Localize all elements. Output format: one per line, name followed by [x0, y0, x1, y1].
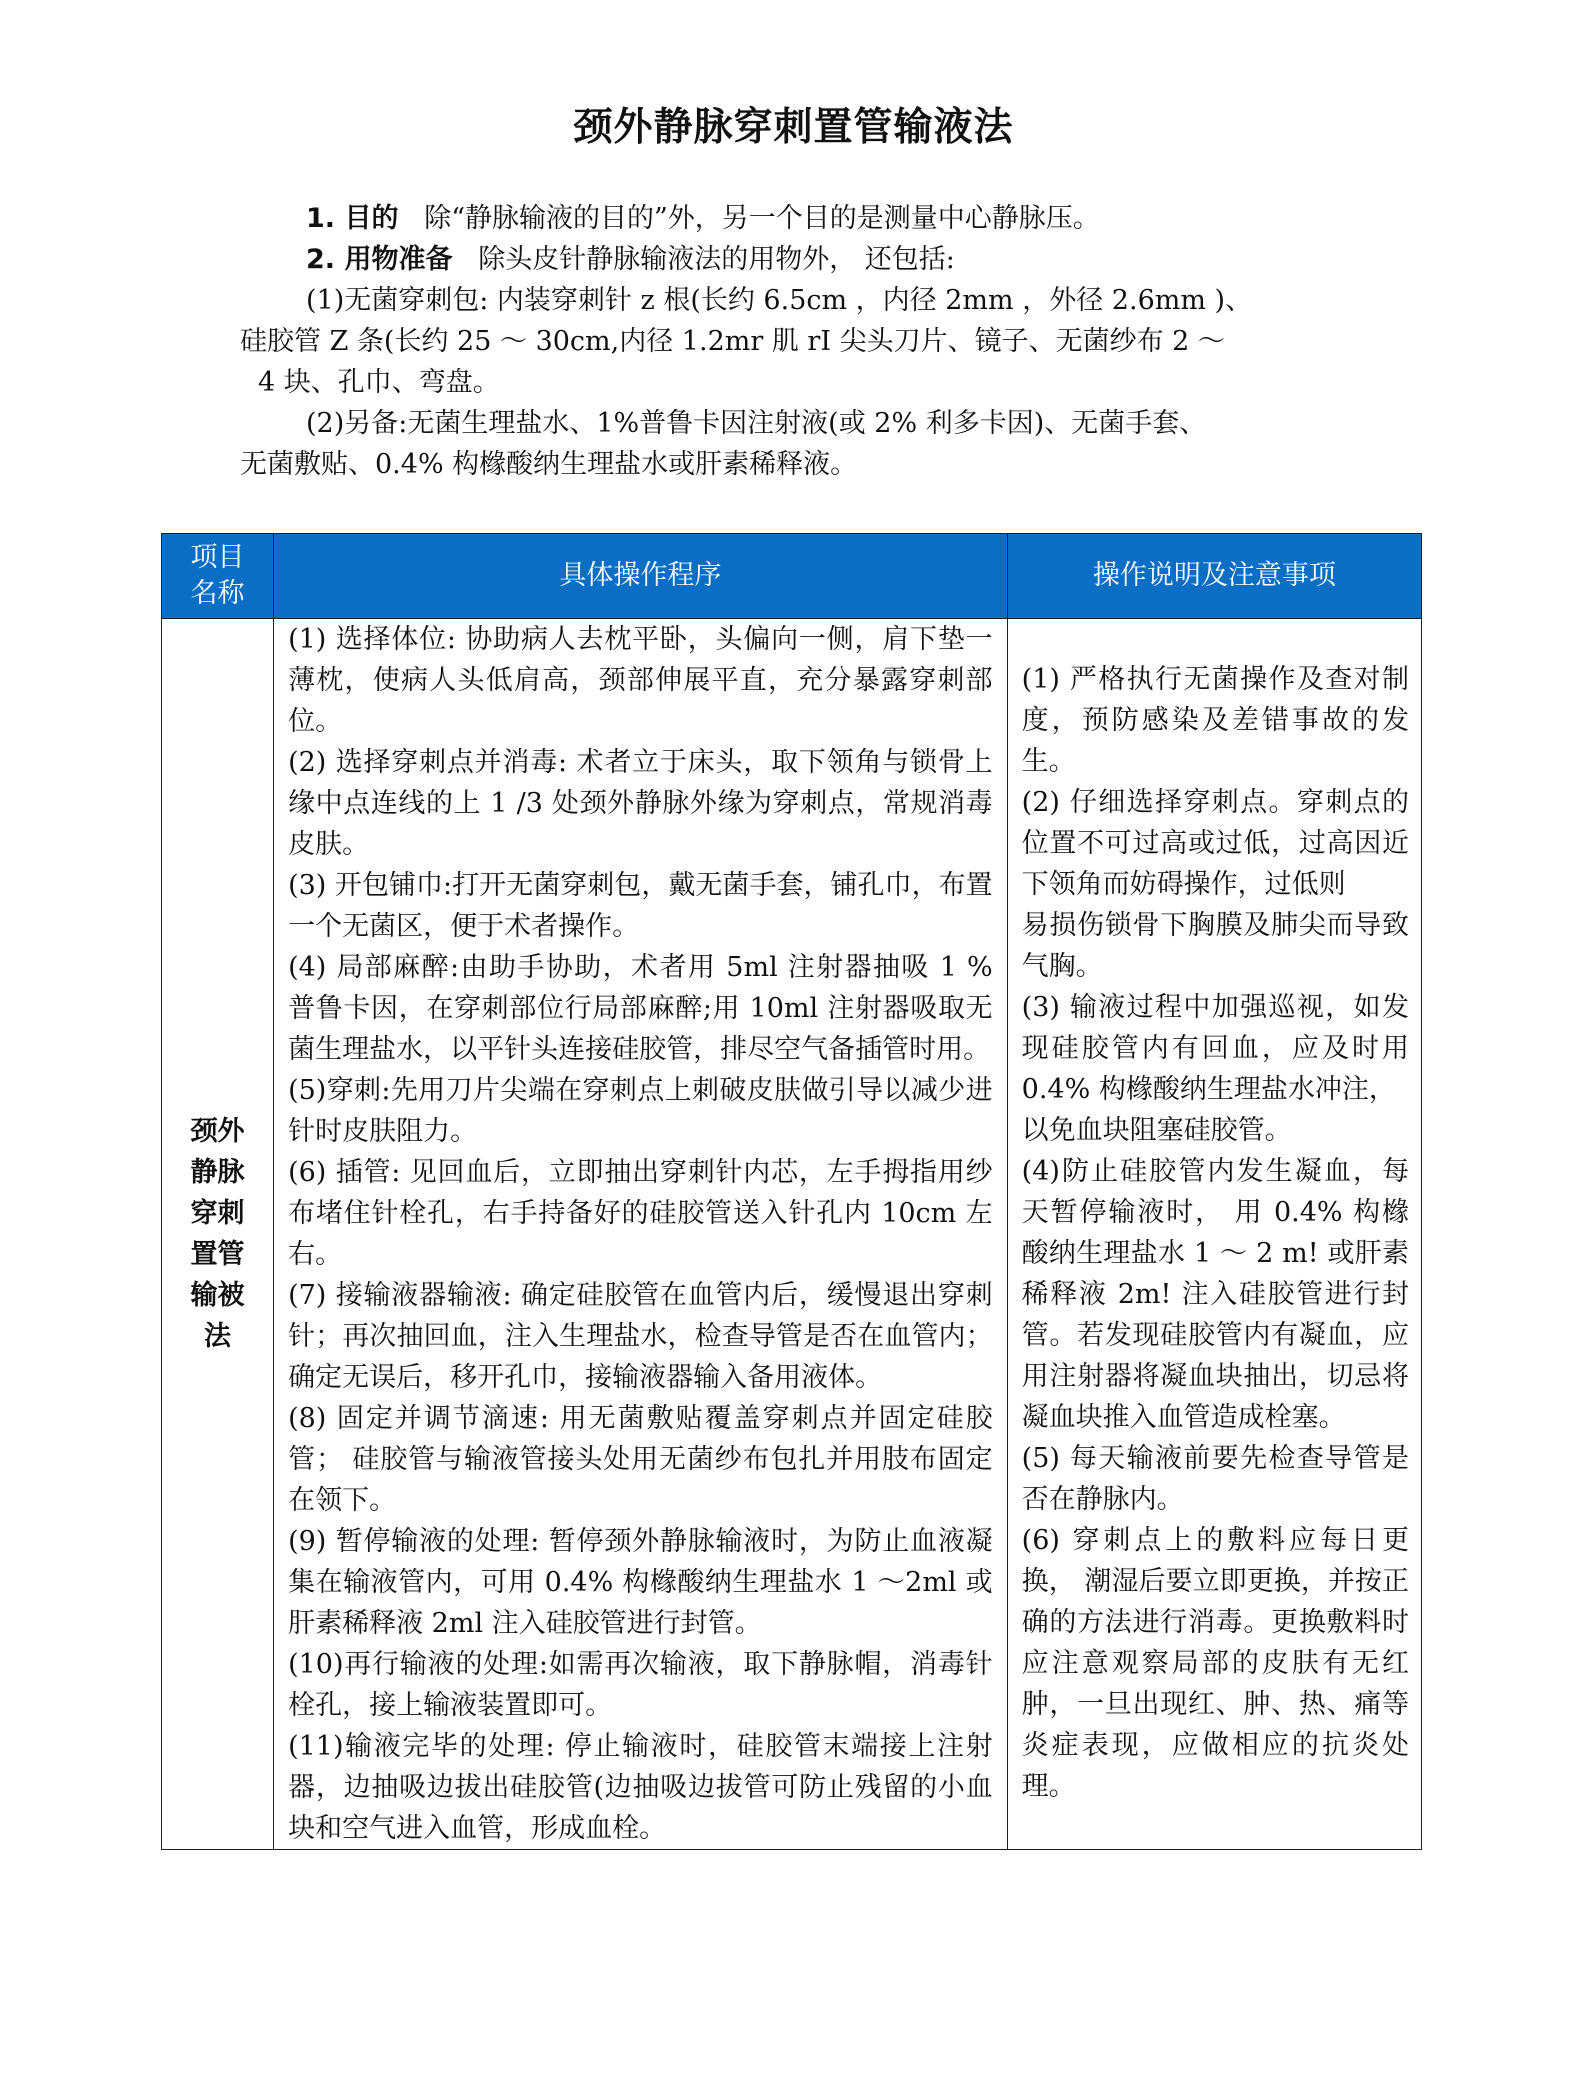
supplies-item-2-line-1: (2)另备:无菌生理盐水、1%普鲁卡因注射液(或 2% 利多卡因)、无菌手套、 [306, 408, 1207, 439]
procedure-step: (8) 固定并调节滴速: 用无菌敷贴覆盖穿刺点并固定硅胶管； 硅胶管与输液管接头处用无菌纱布包扎并用肢布固定在领下。 [288, 1403, 993, 1516]
procedure-cell [274, 619, 1008, 1850]
note-item: 易损伤锁骨下胸膜及肺尖而导致气胸。 [1021, 910, 1409, 982]
item-name-cell [162, 619, 274, 1850]
purpose-text: 除“静脉输液的目的”外，另一个目的是测量中心静脉压。 [424, 203, 1100, 234]
document-title: 颈外静脉穿刺置管输液法 [573, 105, 1014, 150]
item-name: 颈外静脉穿刺置管输被法 [190, 1116, 245, 1352]
notes-cell [1007, 619, 1421, 1850]
purpose-label: 1. 目的 [306, 203, 399, 234]
supplies-text: 除头皮针静脉输液法的用物外， 还包括: [478, 244, 955, 275]
procedure-step: (1) 选择体位: 协助病人去枕平卧，头偏向一侧，肩下垫一薄枕，使病人头低肩高，颈部伸展平直，充分暴露穿刺部位。 [288, 624, 993, 737]
purpose-paragraph [240, 198, 1350, 239]
procedure-table [161, 533, 1422, 1850]
note-item: (5) 每天输液前要先检查导管是否在静脉内。 [1021, 1443, 1409, 1515]
note-item: (2) 仔细选择穿刺点。穿刺点的位置不可过高或过低，过高因近下领角而妨碍操作，过低则 [1021, 787, 1409, 900]
supplies-item-2-line-2: 无菌敷贴、0.4% 构橼酸纳生理盐水或肝素稀释液。 [240, 449, 858, 480]
supplies-item-1-line-1: (1)无菌穿刺包: 内装穿刺针 z 根(长约 6.5cm ，内径 2mm ，外径 2.6mm )、 [306, 285, 1253, 316]
header-item-name: 项目名称 [162, 534, 274, 619]
table-row [162, 619, 1422, 1850]
header-notes: 操作说明及注意事项 [1007, 534, 1421, 619]
note-item: (4)防止硅胶管内发生凝血，每天暂停输液时， 用 0.4% 构橼酸纳生理盐水 1 ～ 2 m! 或肝素稀释液 2m! 注入硅胶管进行封管。若发现硅胶管内有凝血，应用注射器将凝血块抽出，切忌将凝血块推入血管造成栓塞。 [1021, 1156, 1409, 1433]
note-item: (1) 严格执行无菌操作及查对制度，预防感染及差错事故的发生。 [1021, 664, 1409, 777]
procedure-step: (2) 选择穿刺点并消毒: 术者立于床头，取下领角与锁骨上缘中点连线的上 1 /3 处颈外静脉外缘为穿刺点，常规消毒皮肤。 [288, 747, 993, 860]
procedure-step: (11)输液完毕的处理: 停止输液时，硅胶管末端接上注射器，边抽吸边拔出硅胶管(边抽吸边拔管可防止残留的小血块和空气进入血管，形成血栓。 [288, 1731, 993, 1844]
procedure-step: (3) 开包铺巾:打开无菌穿刺包，戴无菌手套，铺孔巾，布置一个无菌区，便于术者操作。 [288, 870, 993, 942]
note-item: (6) 穿刺点上的敷料应每日更换， 潮湿后要立即更换，并按正确的方法进行消毒。更换敷料时应注意观察局部的皮肤有无红肿，一旦出现红、肿、热、痛等炎症表现，应做相应的抗炎处理。 [1021, 1525, 1409, 1802]
procedure-step: (6) 插管: 见回血后，立即抽出穿刺针内芯，左手拇指用纱布堵住针栓孔，右手持备好的硅胶管送入针孔内 10cm 左右。 [288, 1157, 993, 1270]
procedure-step: (5)穿刺:先用刀片尖端在穿刺点上刺破皮肤做引导以减少进针时皮肤阻力。 [288, 1075, 993, 1147]
procedure-step: (4) 局部麻醉:由助手协助，术者用 5ml 注射器抽吸 1 % 普鲁卡因，在穿刺部位行局部麻醉;用 10ml 注射器吸取无菌生理盐水，以平针头连接硅胶管，排尽空气备插管时用。 [288, 952, 993, 1065]
note-item: 以免血块阻塞硅胶管。 [1021, 1115, 1292, 1146]
procedure-step: (7) 接输液器输液: 确定硅胶管在血管内后，缓慢退出穿刺针；再次抽回血，注入生理盐水，检查导管是否在血管内； 确定无误后，移开孔巾，接输液器输入备用液体。 [288, 1280, 993, 1393]
intro-section [240, 198, 1350, 485]
procedure-step: (10)再行输液的处理:如需再次输液，取下静脉帽，消毒针栓孔，接上输液装置即可。 [288, 1649, 993, 1721]
supplies-item-1-line-3: 4 块、孔巾、弯盘。 [258, 367, 500, 398]
supplies-label: 2. 用物准备 [306, 244, 453, 275]
note-item: (3) 输液过程中加强巡视，如发现硅胶管内有回血，应及时用 0.4% 构橼酸纳生理盐水冲注， [1021, 992, 1409, 1105]
table-header-row [162, 534, 1422, 619]
supplies-item-1-line-2: 硅胶管 Z 条(长约 25 ～ 30cm,内径 1.2mr 肌 rI 尖头刀片、镜子、无菌纱布 2 ～ [240, 326, 1225, 357]
header-procedure: 具体操作程序 [274, 534, 1008, 619]
supplies-paragraph [240, 239, 1350, 280]
procedure-step: (9) 暂停输液的处理: 暂停颈外静脉输液时，为防止血液凝集在输液管内，可用 0.4% 构橼酸纳生理盐水 1 ～2ml 或肝素稀释液 2ml 注入硅胶管进行封管。 [288, 1526, 993, 1639]
